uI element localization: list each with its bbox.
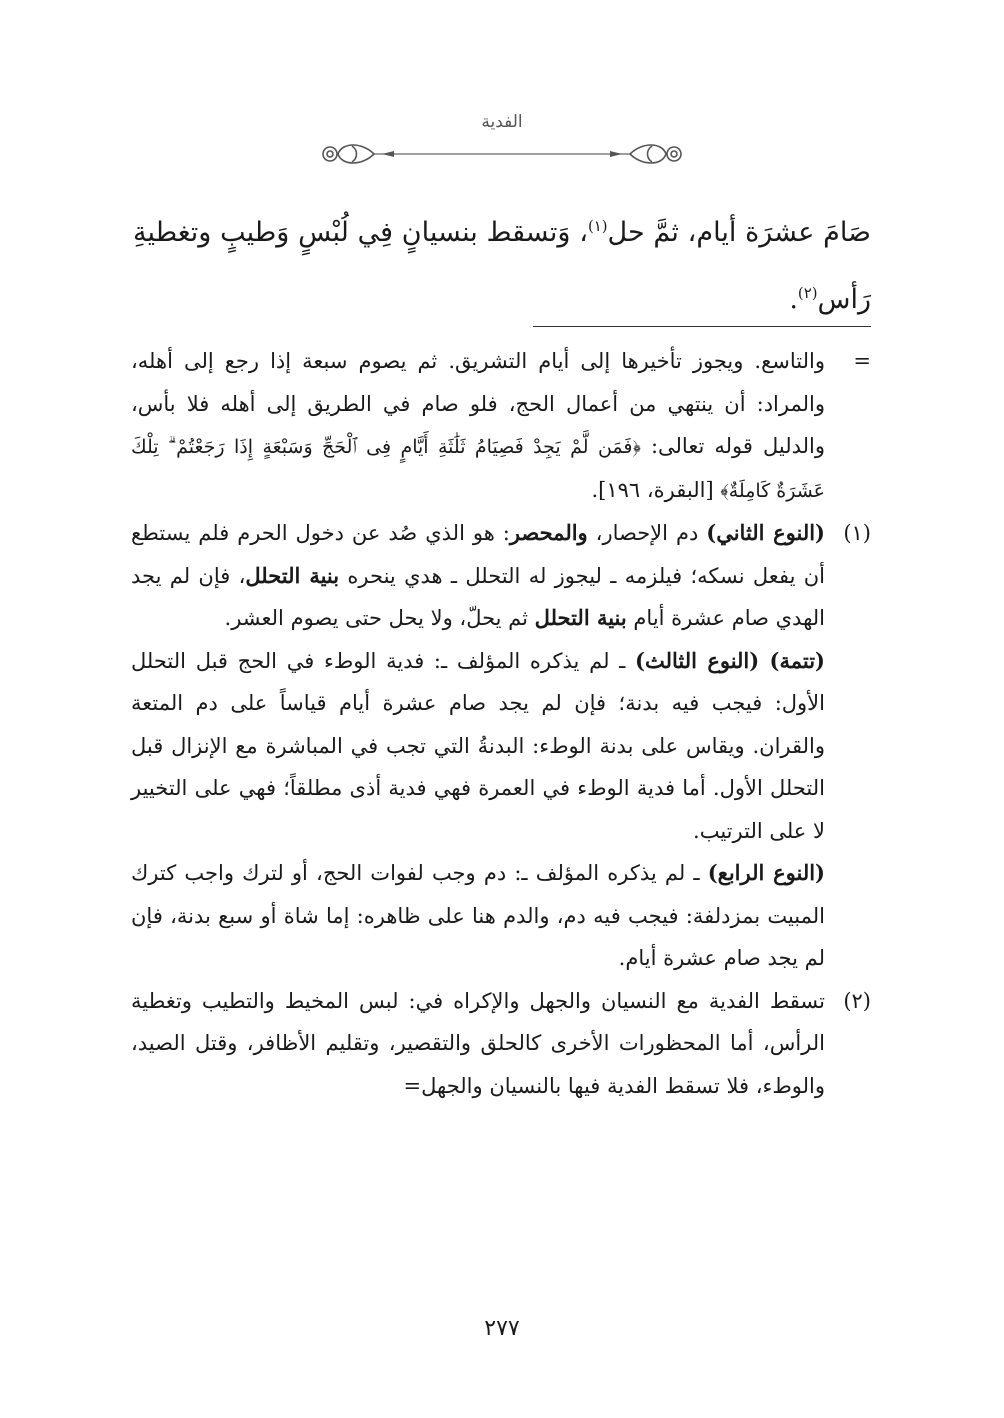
- bold-term: (النوع الرابع): [707, 860, 825, 885]
- page-header: [0, 112, 1004, 174]
- footnote-marker: (١): [843, 521, 871, 545]
- main-text-part-2: ، وَتسقط بنسيانٍ فِي لُبْسٍ وَطيبٍ وتغطيةِ رَأس: [133, 217, 871, 315]
- header-ornament-icon: [312, 134, 692, 174]
- main-text-part-1: صَامَ عشرَة أيام، ثمَّ حل: [607, 217, 871, 248]
- bold-term: (النوع الثاني): [706, 520, 825, 545]
- verse-reference: [البقرة، ١٩٦].: [591, 477, 721, 502]
- footnote-1-paragraph-3: [131, 852, 871, 980]
- page-number: ٢٧٧: [484, 1316, 520, 1341]
- continuation-marker: =: [853, 349, 871, 373]
- main-paragraph: [133, 196, 871, 330]
- footnote-text: ـ لم يذكره المؤلف ـ: فدية الوطء في الحج قبل التحلل الأول: فيجب فيه بدنة؛ فإن لم يجد صام عشرة أيام قياساً على دم المتعة والقران. ويقاس على بدنة الوطء: البدنةُ التي تجب في المباشرة مع الإنزال قبل التحلل الأول. أما فدية الوطء في العمرة فهي فدية أذى مطلقاً؛ فهي على التخيير لا على الترتيب.: [131, 648, 825, 843]
- footnote-2: [131, 980, 871, 1108]
- footnote-text: ، فإن لم يجد الهدي صام عشرة أيام: [131, 563, 825, 630]
- running-title: الفدية: [481, 112, 523, 132]
- footnotes: [131, 340, 871, 1107]
- main-text: [133, 196, 871, 330]
- quran-verse: ﴿فَمَن لَّمْ يَجِدْ فَصِيَامُ ثَلَٰثَةِ أَيَّامٍ فِى ٱلْحَجِّ وَسَبْعَةٍ إِذَا رَجَعْتُمْ ۗ تِلْكَ عَشَرَةٌ كَامِلَةٌ﴾: [131, 436, 825, 502]
- footnote-1: [131, 512, 871, 640]
- footnote-text: : هو الذي صُد عن دخول الحرم فلم يستطع أن يفعل نسكه؛ فيلزمه ـ ليجوز له التحلل ـ هدي ينحره: [131, 521, 825, 588]
- footnote-text: تسقط الفدية مع النسيان والجهل والإكراه في: لبس المخيط والتطيب وتغطية الرأس، أما المحظورات الأخرى كالحلق والتقصير، وتقليم الأظافر، وقتل الصيد، والوطء، فلا تسقط الفدية فيها بالنسيان والجهل=: [131, 988, 825, 1098]
- footnote-continued: [131, 340, 871, 512]
- footnote-ref-2[interactable]: (٢): [797, 284, 818, 302]
- bold-term: والمحصر: [509, 520, 588, 545]
- footnote-divider: [533, 326, 871, 327]
- footnote-text: ثم يحلّ، ولا يحل حتى يصوم العشر.: [224, 606, 535, 630]
- footnote-text: ـ لم يذكره المؤلف ـ: دم وجب لفوات الحج، أو لترك واجب كترك المبيت بمزدلفة: فيجب فيه دم، والدم هنا على ظاهره: إما شاة أو سبع بدنة، فإن لم يجد صام عشرة أيام.: [131, 861, 825, 970]
- footnote-text: دم الإحصار،: [587, 521, 707, 545]
- bold-term: بنية التحلل: [534, 605, 627, 630]
- bold-term: (تتمة) (النوع الثالث): [635, 647, 825, 673]
- footnote-text: والتاسع. ويجوز تأخيرها إلى أيام التشريق. ثم يصوم سبعة إذا رجع إلى أهله، والمراد: أن ينتهي من أعمال الحج، فلو صام في الطريق إلى أهله فلا بأس، والدليل قوله تعالى:: [131, 349, 825, 458]
- footnote-ref-1[interactable]: (١): [587, 217, 608, 235]
- bold-term: بنية التحلل: [245, 562, 340, 588]
- footnote-1-paragraph-2: [131, 640, 871, 853]
- footnote-marker: (٢): [843, 988, 871, 1013]
- main-text-end: .: [789, 284, 798, 315]
